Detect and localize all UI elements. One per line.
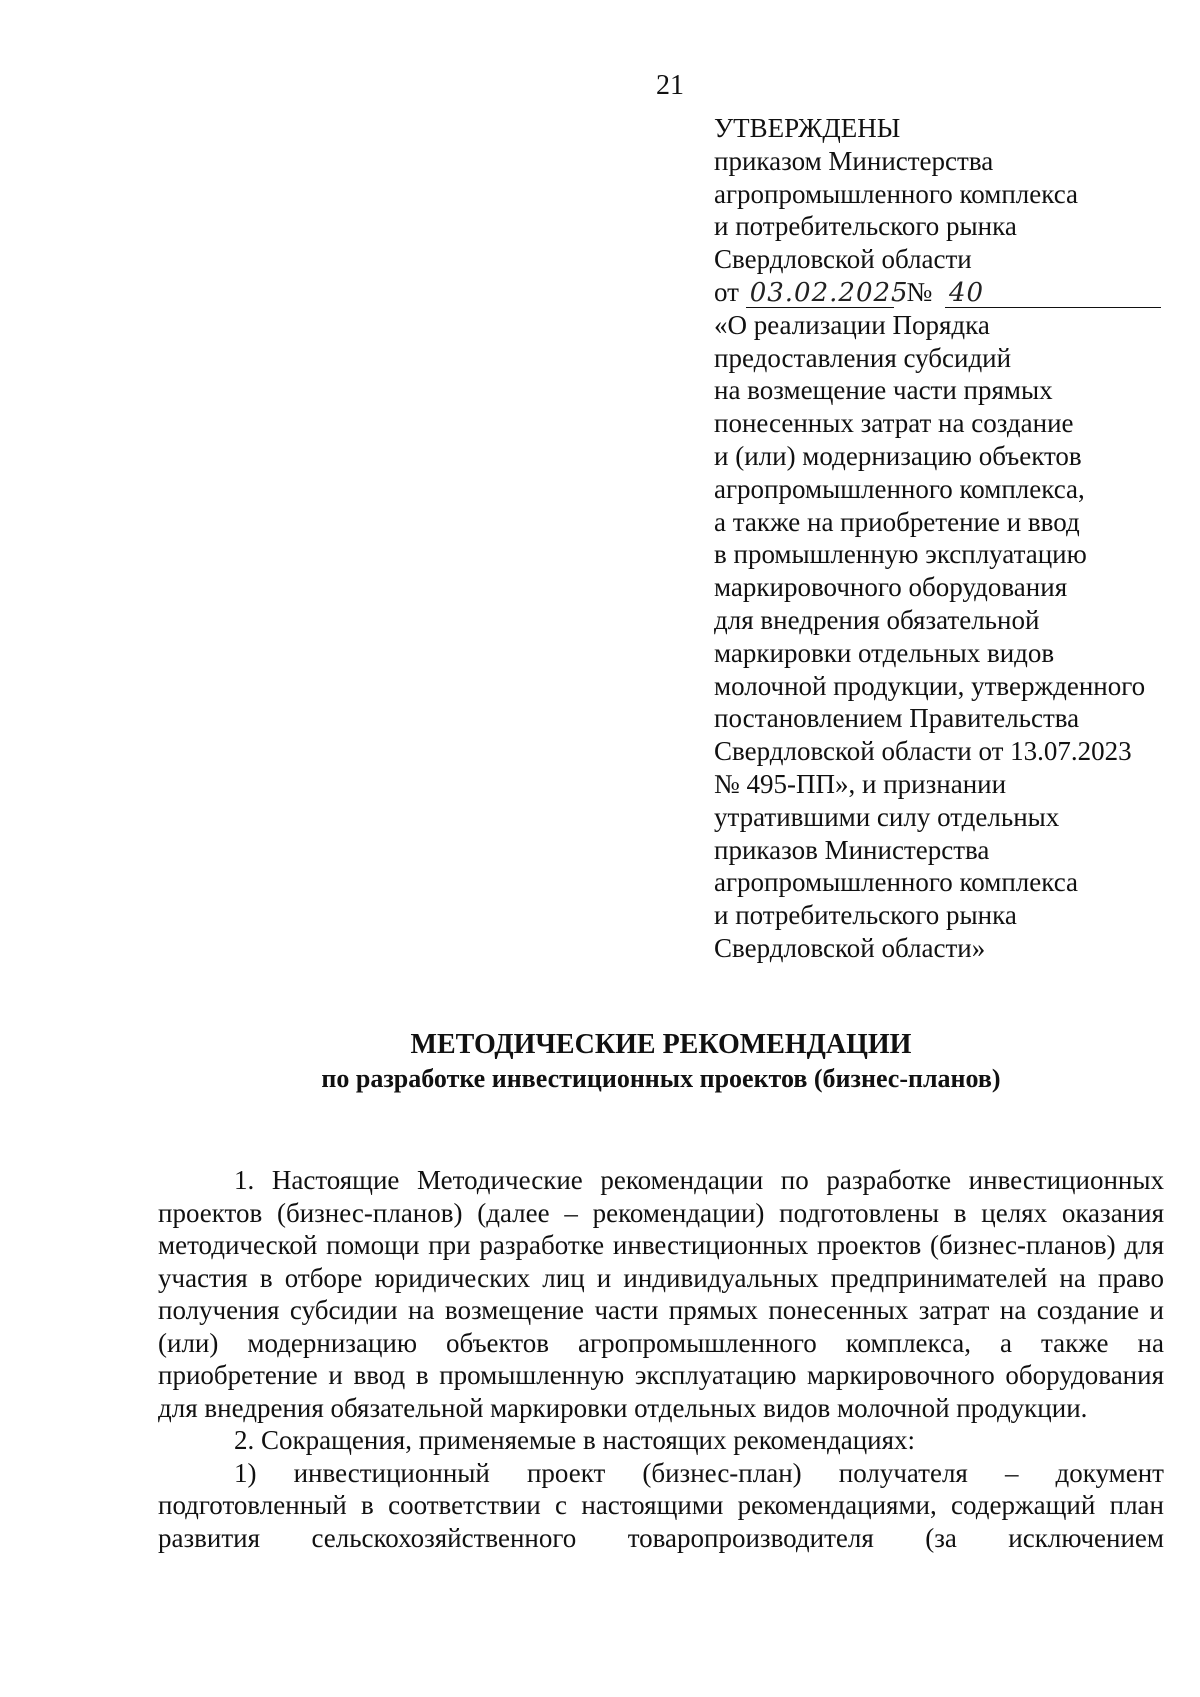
order-subject-line: агропромышленного комплекса bbox=[714, 867, 1078, 898]
document-body bbox=[158, 1164, 1164, 1554]
paragraph-1: 1. Настоящие Методические рекомендации по разработке инвестиционных проектов (бизнес-планов) (далее – рекомендации) подготовлены в целях оказания методической помощи при разработке инвестиционных проектов (бизнес-планов) для участия в отборе юридических лиц и индивидуальных предпринимателей на право получения субсидии на возмещение части прямых понесенных затрат на создание и (или) модернизацию объектов агропромышленного комплекса, а также на приобретение и ввод в промышленную эксплуатацию маркировочного оборудования для внедрения обязательной маркировки отдельных видов молочной продукции. bbox=[158, 1165, 1164, 1423]
approval-line: приказом Министерства bbox=[714, 145, 994, 176]
page-number: 21 bbox=[656, 70, 684, 101]
order-subject-line: предоставления субсидий bbox=[714, 342, 1012, 373]
order-prefix: от bbox=[714, 276, 739, 307]
order-subject-line: понесенных затрат на создание bbox=[714, 408, 1074, 439]
order-subject-line: и (или) модернизацию объектов bbox=[714, 440, 1082, 471]
order-subject-line: для внедрения обязательной bbox=[714, 604, 1040, 635]
document-title-sub: по разработке инвестиционных проектов (бизнес-планов) bbox=[321, 1064, 1001, 1093]
order-subject-line: агропромышленного комплекса, bbox=[714, 473, 1085, 504]
order-subject-line: на возмещение части прямых bbox=[714, 375, 1053, 406]
order-subject-line: приказов Министерства bbox=[714, 834, 990, 865]
order-reference bbox=[714, 276, 1184, 309]
approval-block bbox=[714, 112, 1184, 965]
approval-line: агропромышленного комплекса bbox=[714, 178, 1078, 209]
order-subject-line: маркировки отдельных видов bbox=[714, 637, 1055, 668]
order-subject-line: Свердловской области от 13.07.2023 bbox=[714, 736, 1132, 767]
order-subject-line: маркировочного оборудования bbox=[714, 572, 1068, 603]
order-subject-line: в промышленную эксплуатацию bbox=[714, 539, 1087, 570]
order-subject-line: а также на приобретение и ввод bbox=[714, 506, 1080, 537]
paragraph-2: 2. Сокращения, применяемые в настоящих рекомендациях: bbox=[234, 1425, 916, 1455]
paragraph-3: 1) инвестиционный проект (бизнес-план) получателя – документ подготовленный в соответствии с настоящими рекомендациями, содержащий план развития сельскохозяйственного товаропроизводителя (за исключением bbox=[158, 1457, 1164, 1553]
document-title-main: МЕТОДИЧЕСКИЕ РЕКОМЕНДАЦИИ bbox=[410, 1029, 912, 1060]
order-subject-line: Свердловской области» bbox=[714, 932, 986, 963]
order-subject-line: утратившими силу отдельных bbox=[714, 801, 1060, 832]
order-subject-line: и потребительского рынка bbox=[714, 900, 1017, 931]
order-number-label: № bbox=[906, 276, 933, 307]
order-subject-line: постановлением Правительства bbox=[714, 703, 1080, 734]
handwritten-order-date: 03.02.2025 bbox=[746, 279, 894, 308]
approval-line: Свердловской области bbox=[714, 244, 972, 275]
order-subject-line: «О реализации Порядка bbox=[714, 309, 990, 340]
approval-line: и потребительского рынка bbox=[714, 211, 1017, 242]
order-subject-line: № 495-ПП», и признании bbox=[714, 768, 1007, 799]
handwritten-order-number: 40 bbox=[945, 279, 1161, 308]
order-subject-line: молочной продукции, утвержденного bbox=[714, 670, 1146, 701]
approval-heading: УТВЕРЖДЕНЫ bbox=[714, 113, 901, 143]
document-title bbox=[150, 1028, 1172, 1096]
